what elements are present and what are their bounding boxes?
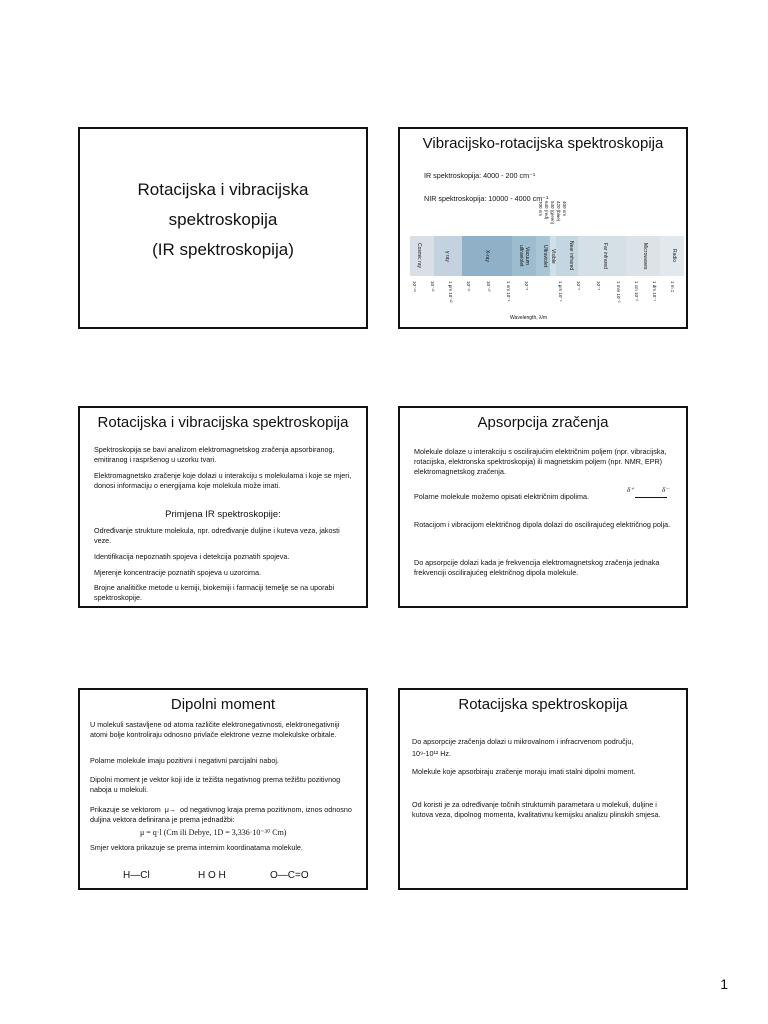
tick-label: 1 mm 10⁻³	[616, 281, 621, 303]
tick-label: 1 dm 10⁻¹	[652, 281, 657, 302]
visible-label-blue: 420 (blue)	[556, 201, 561, 222]
text: od negativnog kraja prema pozitivnom, iznos odnosno duljina vektora definirana je prema jednadžbi:	[90, 805, 352, 824]
tick-label: 10⁻¹¹	[466, 281, 471, 292]
band-far-ir: Far infrared	[602, 243, 608, 269]
tick-label: 1 pm 10⁻¹²	[448, 281, 453, 303]
paragraph: Dipolni moment je vektor koji ide iz težišta negativnog prema težištu pozitivnog naboja u molekuli.	[90, 775, 341, 794]
title-line-2: spektroskopija	[168, 210, 278, 229]
paragraph: Molekule dolaze u interakciju s oscilirajućim električnim poljem (npr. vibracijska, rotacijska, elektronska spektroskopija) ili magnetskim poljem (npr. NMR, EPR) elektromagnetskog zračenja.	[414, 447, 667, 476]
dipole-plus-label: δ⁺	[627, 486, 634, 494]
visible-label-green: 540 (green)	[550, 201, 555, 225]
nir-range-text: NIR spektroskopija: 10000 - 4000 cm⁻¹	[424, 194, 549, 203]
slide-spectroscopy-intro	[78, 406, 368, 608]
slide-title: Vibracijsko-rotacijska spektroskopija	[422, 135, 664, 152]
band-gamma: γ ray	[444, 250, 450, 262]
paragraph: Od koristi je za određivanje točnih strukturnih parametara u molekuli, duljine i kutova veza, dipolnog momenta, kvalitativnu kemijsku analizu plinskih smjesa.	[412, 800, 661, 819]
paragraph: Polarne molekule imaju pozitivni i negativni parcijalni naboj.	[90, 756, 279, 765]
paragraph: Do apsorpcije dolazi kada je frekvencija elektromagnetskog zračenja jednaka frekvenciji oscilirajućeg električnog dipola molekule.	[414, 558, 660, 577]
paragraph: Mjerenje koncentracije poznatih spojeva u uzorcima.	[94, 568, 261, 577]
frequency-range: 10⁹-10¹² Hz.	[412, 749, 452, 758]
paragraph: Molekule koje apsorbiraju zračenje moraju imati stalni dipolni moment.	[412, 767, 636, 776]
band-uv: Ultraviolet	[542, 244, 548, 268]
tick-label: 10⁻⁸	[524, 281, 529, 291]
vector-arrow-icon: μ→	[162, 805, 179, 814]
dipole-line	[635, 497, 667, 498]
paragraph: Smjer vektora prikazuje se prema internim koordinatama molekule.	[90, 843, 303, 852]
band-vacuum-uv: Vacuum ultraviolet	[518, 245, 530, 267]
slide-title-page	[78, 127, 368, 329]
dipole-formula: μ = q·l (Cm ili Debye, 1D = 3,336·10⁻³⁰ Cm)	[140, 828, 287, 837]
slide-rotational-spectroscopy	[398, 688, 688, 890]
slide-dipole-moment	[78, 688, 368, 890]
molecule-h2o: H O H	[198, 870, 226, 881]
tick-label: 1 nm 10⁻⁹	[506, 281, 511, 302]
paragraph	[90, 805, 358, 825]
tick-label: 10⁻¹⁰	[486, 281, 491, 292]
slide-title: Rotacijska spektroskopija	[458, 696, 628, 713]
band-xray: X-ray	[484, 250, 490, 262]
text: Prikazuje se vektorom	[90, 805, 161, 814]
paragraph: U molekuli sastavljene od atoma različite elektronegativnosti, elektronegativniji atomi bolje kontroliraju odnosno privlače elektrone vezne molekulske orbitale.	[90, 720, 340, 739]
paragraph: Određivanje strukture molekula, npr. određivanje duljine i kuteva veza, jakosti veze.	[94, 526, 340, 545]
paragraph: Do apsorpcije zračenja dolazi u mikrovalnom i infracrvenom području,	[412, 737, 634, 746]
molecule-hcl: H—Cl	[123, 870, 150, 881]
tick-label: 10⁻⁵	[576, 281, 581, 291]
slide-radiation-absorption	[398, 406, 688, 608]
molecule-co2: O—C=O	[270, 870, 309, 881]
tick-label: 1 m 1	[670, 281, 675, 293]
visible-label-400: 400 nm	[562, 201, 567, 217]
tick-label: 1 cm 10⁻²	[634, 281, 639, 301]
slide-main-title	[80, 175, 366, 265]
visible-label-red: 640 (red)	[544, 201, 549, 220]
paragraph: Spektroskopija se bavi analizom elektromagnetskog zračenja apsorbiranog, emitiranog i raspršenog u uzorku tvari.	[94, 445, 335, 464]
slide-title: Apsorpcija zračenja	[477, 414, 609, 431]
slide-title: Dipolni moment	[170, 696, 276, 713]
em-spectrum-bar	[410, 236, 684, 276]
band-near-ir: Near infrared	[568, 241, 574, 271]
paragraph: Elektromagnetsko zračenje koje dolazi u interakciju s molekulama i koje se mjeri, donosi informaciju o energijama koje molekula može imati.	[94, 471, 352, 490]
band-microwaves: Microwaves	[642, 242, 648, 270]
paragraph: Polarne molekule možemo opisati električnim dipolima.	[414, 492, 589, 501]
tick-label: 10⁻¹³	[430, 281, 435, 292]
tick-label: 10⁻⁴	[596, 281, 601, 291]
tick-label: 1 μm 10⁻⁶	[558, 281, 563, 302]
subtitle-ir-applications: Primjena IR spektroskopije:	[165, 509, 281, 520]
tick-label: 10⁻¹⁴	[412, 281, 417, 292]
paragraph: Rotacijom i vibracijom električnog dipola dolazi do oscilirajućeg električnog polja.	[414, 520, 671, 529]
wavelength-axis-label: Wavelength, λ/m	[510, 315, 548, 321]
band-cosmic: Cosmic ray	[416, 243, 422, 269]
paragraph: Brojne analitičke metode u kemiji, biokemiji i farmaciji temelje se na uporabi spektroskopije.	[94, 583, 335, 602]
title-line-3: (IR spektroskopija)	[152, 240, 294, 259]
ir-range-text: IR spektroskopija: 4000 - 200 cm⁻¹	[424, 171, 536, 180]
band-visible: Visible	[550, 248, 556, 264]
page-number: 1	[720, 976, 728, 992]
band-radio: Radio	[671, 249, 677, 263]
paragraph: Identifikacija nepoznatih spojeva i detekcija poznatih spojeva.	[94, 552, 290, 561]
slide-vibrational-rotational	[398, 127, 688, 329]
visible-label-700: 700 nm	[538, 201, 543, 217]
slide-title: Rotacijska i vibracijska spektroskopija	[97, 414, 349, 431]
title-line-1: Rotacijska i vibracijska	[137, 180, 309, 199]
dipole-minus-label: δ⁻	[662, 486, 669, 494]
